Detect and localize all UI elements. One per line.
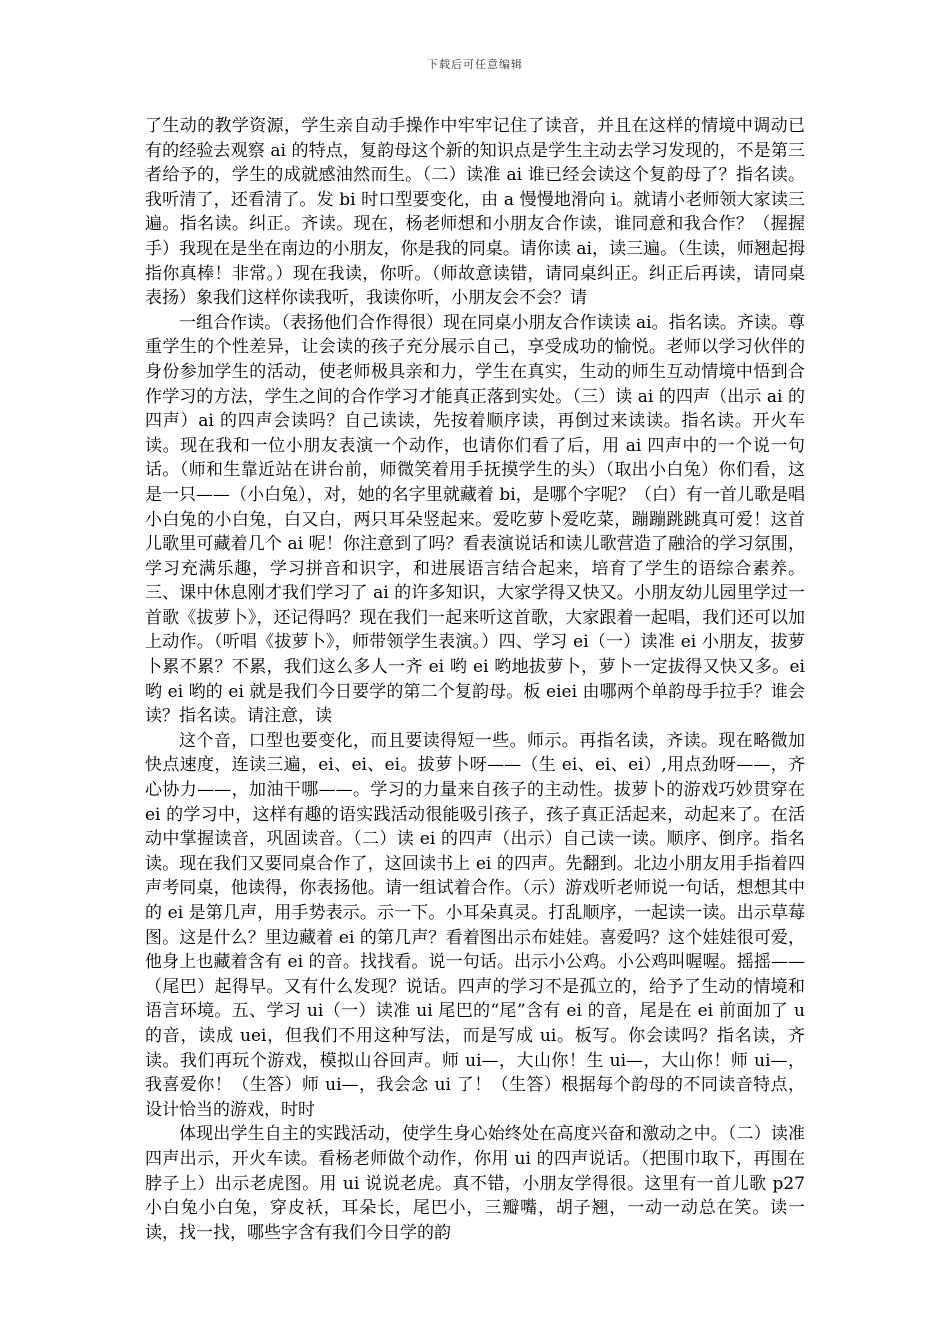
document-body [145, 114, 805, 1245]
paragraph-3: 这个音，口型也要变化，而且要读得短一些。师示。再指名读，齐读。现在略微加快点速度，连读三遍，ei、ei、ei。拔萝卜呀——（生 ei、ei、ei）,用点劲呀——，齐心协力——，加油干哪——。学习的力量来自孩子的主动性。拔萝卜的游戏巧妙贯穿在 ei 的学习中，这样有趣的语实践活动很能吸引孩子，孩子真正活起来，动起来了。在活动中掌握读音，巩固读音。（二）读 ei 的四声（出示）自己读一读。顺序、倒序。指名读。现在我们又要同桌合作了，这回读书上 ei 的四声。先翻到。北边小朋友用手指着四声考同桌，他读得，你表扬他。请一组试着合作。（示）游戏听老师说一句话，想想其中的 ei 是第几声，用手势表示。示一下。小耳朵真灵。打乱顺序，一起读一读。出示草莓图。这是什么？里边藏着 ei 的第几声？看着图出示布娃娃。喜爱吗？这个娃娃很可爱，他身上也藏着含有 ei 的音。找找看。说一句话。出示小公鸡。小公鸡叫喔喔。摇摇——（尾巴）起得早。又有什么发现？说话。四声的学习不是孤立的，给予了生动的情境和语言环境。五、学习 ui（一）读准 ui 尾巴的“尾”含有 ei 的音，尾是在 ei 前面加了 u 的音，读成 uei，但我们不用这种写法，而是写成 ui。板写。你会读吗？指名读，齐读。我们再玩个游戏，模拟山谷回声。师 ui—，大山你！生 ui—，大山你！师 ui—，我喜爱你！（生答）师 ui—，我会念 ui 了！（生答）根据每个韵母的不同读音特点，设计恰当的游戏，时时 [145, 730, 805, 1120]
page-header: 下载后可任意编辑 [427, 58, 523, 71]
paragraph-1: 了生动的教学资源，学生亲自动手操作中牢牢记住了读音，并且在这样的情境中调动已有的经验去观察 ai 的特点，复韵母这个新的知识点是学生主动去学习发现的，不是第三者给予的，学生的成就感油然而生。（二）读准 ai 谁已经会读这个复韵母了？指名读。我听清了，还看清了。发 bi 时口型要变化，由 a 慢慢地滑向 i。就请小老师领大家读三遍。指名读。纠正。齐读。现在，杨老师想和小朋友合作读，谁同意和我合作？（握握手）我现在是坐在南边的小朋友，你是我的同桌。请你读 ai，读三遍。（生读，师翘起拇指你真棒！非常。）现在我读，你听。（师故意读错，请同桌纠正。纠正后再读，请同桌表扬）象我们这样你读我听，我读你听，小朋友会不会？请 [145, 116, 805, 309]
paragraph-4: 体现出学生自主的实践活动，使学生身心始终处在高度兴奋和激动之中。（二）读准四声出示，开火车读。看杨老师做个动作，你用 ui 的四声说话。（把围巾取下，再围在脖子上）出示老虎图。用 ui 说说老虎。真不错，小朋友学得很。这里有一首儿歌 p27 小白兔小白兔，穿皮袄，耳朵长，尾巴小，三瓣嘴，胡子翘，一动一动总在笑。读一读，找一找，哪些字含有我们今日学的韵 [145, 1124, 805, 1243]
paragraph-2: 一组合作读。（表扬他们合作得很）现在同桌小朋友合作读读 ai。指名读。齐读。尊重学生的个性差异，让会读的孩子充分展示自己，享受成功的愉悦。老师以学习伙伴的身份参加学生的活动，使老师极具亲和力，学生在真实，生动的师生互动情境中悟到合作学习的方法，学生之间的合作学习才能真正落到实处。（三）读 ai 的四声（出示 ai 的四声）ai 的四声会读吗？自己读读，先按着顺序读，再倒过来读读。指名读。开火车读。现在我和一位小朋友表演一个动作，也请你们看了后，用 ai 四声中的一个说一句话。（师和生靠近站在讲台前，师微笑着用手抚摸学生的头）（取出小白兔）你们看，这是一只——（小白兔），对，她的名字里就藏着 bi，是哪个字呢？（白）有一首儿歌是唱小白兔的小白兔，白又白，两只耳朵竖起来。爱吃萝卜爱吃菜，蹦蹦跳跳真可爱！这首儿歌里可藏着几个 ai 呢！你注意到了吗？看表演说话和读儿歌营造了融洽的学习氛围，学习充满乐趣，学习拼音和识字，和进展语言结合起来，培育了学生的语综合素养。三、课中休息刚才我们学习了 ai 的许多知识，大家学得又快又。小朋友幼儿园里学过一首歌《拔萝卜》，还记得吗？现在我们一起来听这首歌，大家跟着一起唱，我们还可以加上动作。（听唱《拔萝卜》，师带领学生表演。）四、学习 ei（一）读准 ei 小朋友，拔萝卜累不累？不累，我们这么多人一齐 ei 哟 ei 哟地拔萝卜，萝卜一定拔得又快又多。ei 哟 ei 哟的 ei 就是我们今日要学的第二个复韵母。板 eiei 由哪两个单韵母手拉手？谁会读？指名读。请注意，读 [145, 312, 805, 727]
